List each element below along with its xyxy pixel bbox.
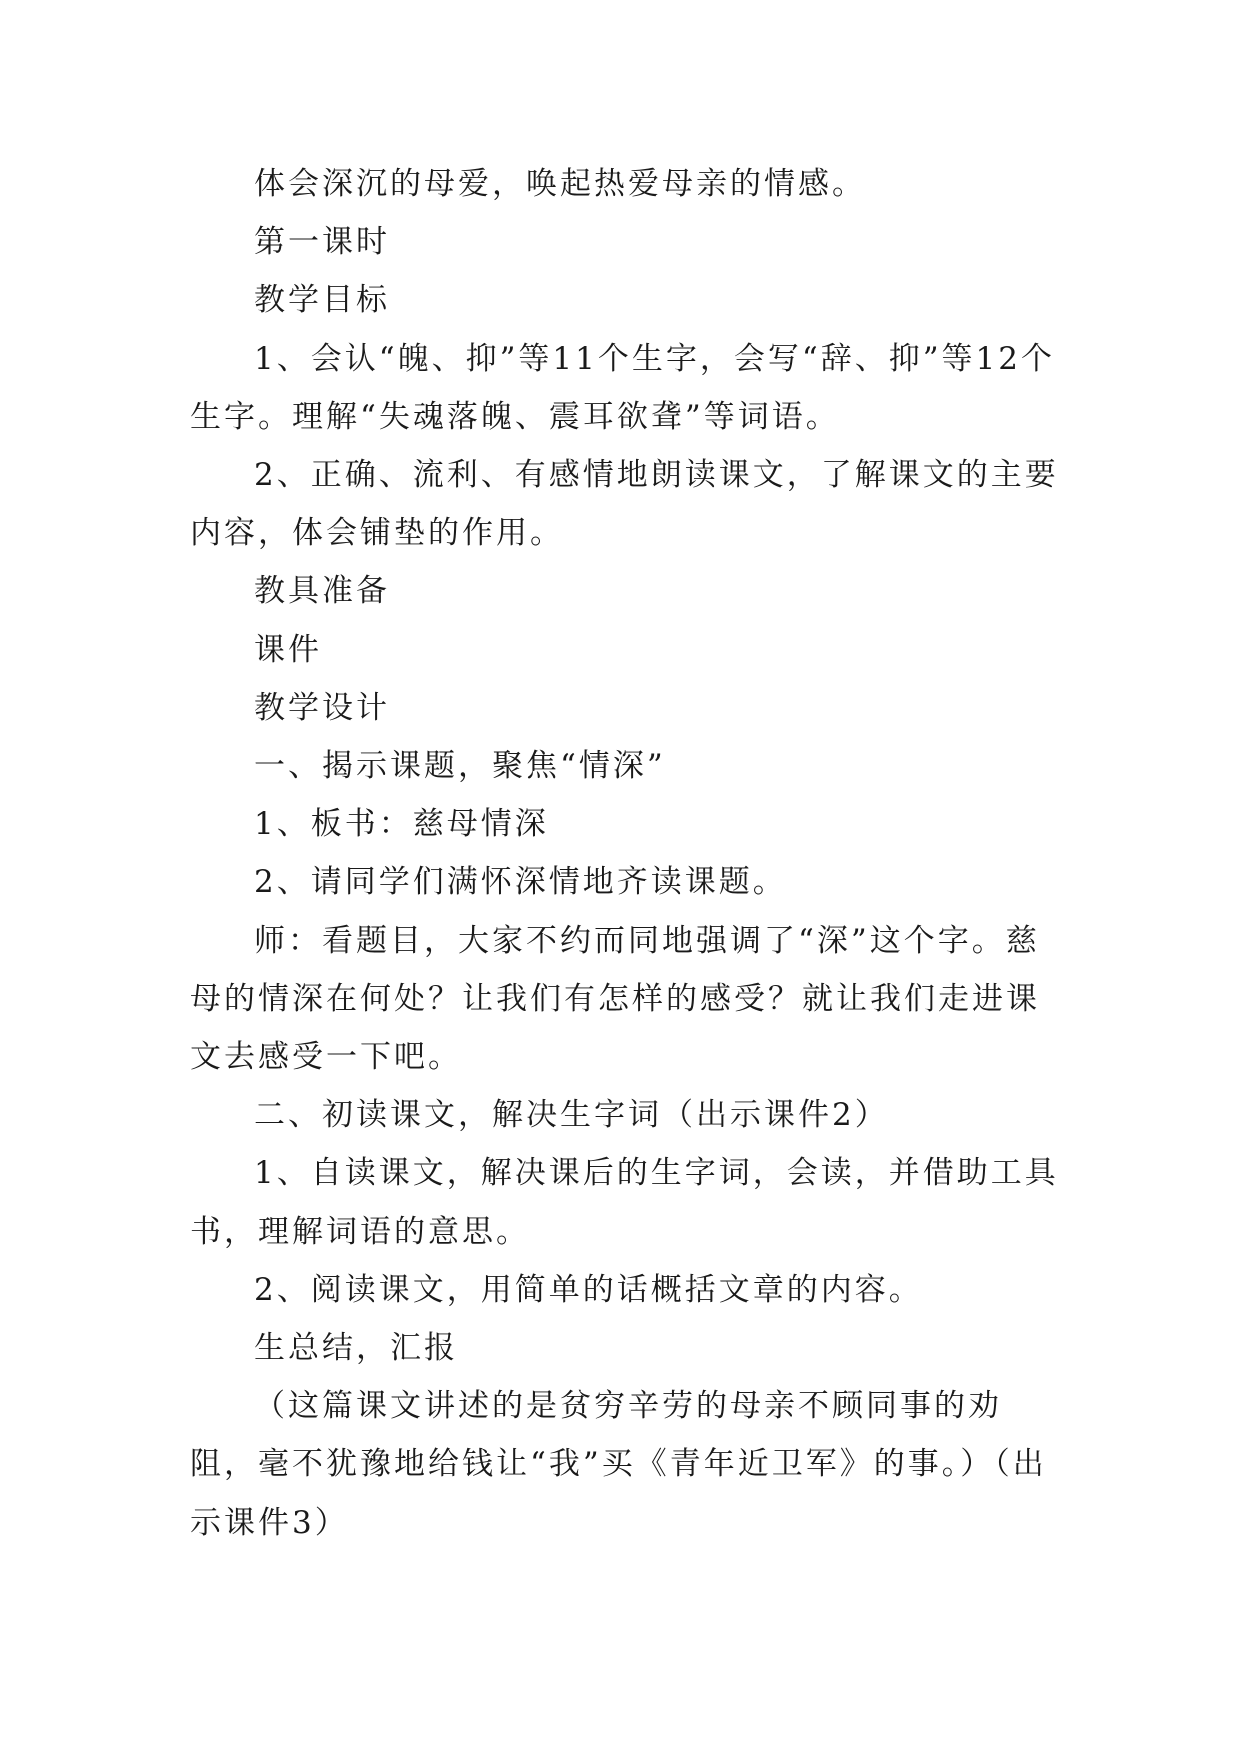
document-body <box>190 155 1060 1552</box>
paragraph: 1、板书：慈母情深 <box>254 806 549 843</box>
paragraph: （这篇课文讲述的是贫穷辛劳的母亲不顾同事的劝阻，毫不犹豫地给钱让“我”买《青年近卫军》的事。）（出示课件3） <box>190 1388 1047 1541</box>
paragraph: 第一课时 <box>254 224 390 261</box>
paragraph: 教学设计 <box>254 689 390 726</box>
paragraph: 一、揭示课题，聚焦“情深” <box>254 748 666 785</box>
paragraph: 1、会认“魄、抑”等11个生字，会写“辞、抑”等12个生字。理解“失魂落魄、震耳欲聋”等词语。 <box>190 340 1056 435</box>
paragraph: 师：看题目，大家不约而同地强调了“深”这个字。慈母的情深在何处？让我们有怎样的感受？就让我们走进课文去感受一下吧。 <box>190 922 1040 1076</box>
paragraph: 体会深沉的母爱，唤起热爱母亲的情感。 <box>254 166 866 202</box>
paragraph: 教学目标 <box>254 282 390 319</box>
paragraph: 教具准备 <box>254 573 390 610</box>
paragraph: 生总结，汇报 <box>254 1330 458 1367</box>
paragraph: 2、请同学们满怀深情地齐读课题。 <box>254 864 787 901</box>
paragraph: 课件 <box>254 631 322 668</box>
paragraph: 2、正确、流利、有感情地朗读课文，了解课文的主要内容，体会铺垫的作用。 <box>190 457 1059 552</box>
paragraph: 二、初读课文，解决生字词（出示课件2） <box>254 1097 889 1134</box>
paragraph: 1、自读课文，解决课后的生字词，会读，并借助工具书，理解词语的意思。 <box>190 1155 1059 1250</box>
paragraph: 2、阅读课文，用简单的话概括文章的内容。 <box>254 1271 923 1308</box>
